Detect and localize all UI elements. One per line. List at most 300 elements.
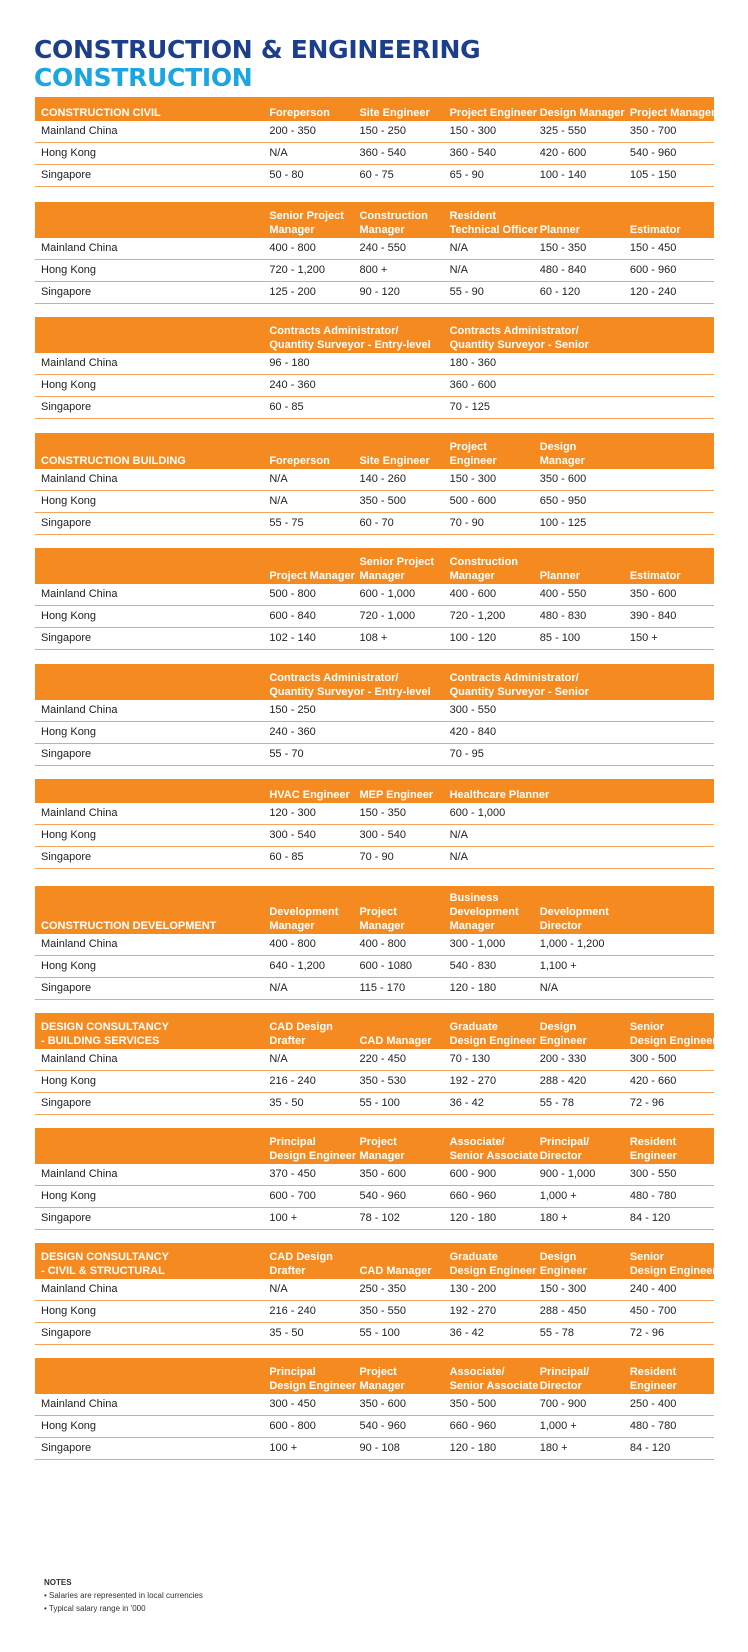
salary-cell: 600 - 800: [263, 1416, 353, 1438]
table-row: [35, 628, 714, 650]
salary-cell: 400 - 600: [444, 584, 534, 606]
salary-cell: 350 - 600: [353, 1164, 443, 1186]
row-label: Mainland China: [35, 700, 263, 722]
column-header: Foreperson: [269, 107, 330, 119]
table-row: [35, 375, 714, 397]
column-header: Senior Project Manager: [359, 556, 435, 582]
salary-cell: 60 - 70: [353, 513, 443, 535]
table-header-row: [35, 779, 714, 803]
row-label: Hong Kong: [35, 956, 263, 978]
column-header: Development Director: [539, 906, 609, 932]
table-section-title: DESIGN CONSULTANCY - BUILDING SERVICES: [41, 1021, 169, 1047]
salary-cell: 150 - 250: [263, 700, 443, 722]
salary-cell: 600 - 840: [263, 606, 353, 628]
salary-cell: [624, 491, 714, 513]
table-row: [35, 803, 714, 825]
row-label: Singapore: [35, 282, 263, 304]
salary-cell: 70 - 90: [353, 847, 443, 869]
table-row: [35, 606, 714, 628]
salary-cell: 102 - 140: [263, 628, 353, 650]
row-label: Hong Kong: [35, 606, 263, 628]
salary-cell: [624, 934, 714, 956]
column-header: Contracts Administrator/ Quantity Surveyor - Entry-level: [269, 672, 431, 698]
row-label: Hong Kong: [35, 1186, 263, 1208]
salary-cell: 480 - 780: [624, 1416, 714, 1438]
column-header: Resident Engineer: [629, 1136, 677, 1162]
salary-cell: 72 - 96: [624, 1093, 714, 1115]
salary-cell: [534, 803, 624, 825]
salary-cell: 600 - 700: [263, 1186, 353, 1208]
salary-cell: 350 - 500: [353, 491, 443, 513]
salary-cell: 650 - 950: [534, 491, 624, 513]
salary-cell: 150 - 450: [624, 238, 714, 260]
salary-cell: 500 - 800: [263, 584, 353, 606]
table-row: [35, 1049, 714, 1071]
table-row: [35, 1438, 714, 1460]
salary-cell: 540 - 960: [353, 1186, 443, 1208]
salary-cell: N/A: [263, 978, 353, 1000]
salary-table: [35, 664, 714, 766]
salary-cell: 150 - 350: [534, 238, 624, 260]
salary-cell: N/A: [263, 1049, 353, 1071]
salary-cell: 36 - 42: [444, 1323, 534, 1345]
row-label: Mainland China: [35, 238, 263, 260]
column-header: Principal Design Engineer: [269, 1366, 357, 1392]
table-row: [35, 825, 714, 847]
salary-cell: 105 - 150: [624, 165, 714, 187]
salary-cell: N/A: [263, 143, 353, 165]
salary-cell: 660 - 960: [444, 1186, 534, 1208]
salary-cell: 150 - 250: [353, 121, 443, 143]
salary-cell: 420 - 600: [534, 143, 624, 165]
page-heading: [34, 36, 480, 92]
column-header: Estimator: [629, 224, 681, 236]
salary-cell: [624, 956, 714, 978]
salary-cell: 70 - 130: [444, 1049, 534, 1071]
row-label: Hong Kong: [35, 722, 263, 744]
column-header: Planner: [539, 224, 581, 236]
table-row: [35, 1301, 714, 1323]
table-row: [35, 1071, 714, 1093]
salary-cell: 325 - 550: [534, 121, 624, 143]
column-header: Principal Design Engineer: [269, 1136, 357, 1162]
salary-cell: 720 - 1,000: [353, 606, 443, 628]
column-header: Construction Manager: [449, 556, 519, 582]
salary-cell: 120 - 240: [624, 282, 714, 304]
row-label: Mainland China: [35, 121, 263, 143]
salary-cell: N/A: [444, 238, 534, 260]
column-header: Project Manager: [269, 570, 355, 582]
salary-cell: 600 - 900: [444, 1164, 534, 1186]
table-row: [35, 847, 714, 869]
salary-cell: N/A: [263, 491, 353, 513]
salary-cell: 36 - 42: [444, 1093, 534, 1115]
salary-cell: [624, 847, 714, 869]
salary-cell: 120 - 180: [444, 978, 534, 1000]
column-header: Foreperson: [269, 455, 330, 467]
salary-cell: N/A: [444, 847, 534, 869]
salary-cell: 50 - 80: [263, 165, 353, 187]
salary-cell: [624, 469, 714, 491]
salary-cell: N/A: [444, 825, 534, 847]
salary-cell: 150 - 300: [534, 1279, 624, 1301]
column-header: CAD Manager: [359, 1035, 432, 1047]
salary-cell: 288 - 420: [534, 1071, 624, 1093]
salary-table: [35, 317, 714, 419]
salary-cell: 480 - 780: [624, 1186, 714, 1208]
salary-cell: 300 - 550: [624, 1164, 714, 1186]
table-row: [35, 1323, 714, 1345]
salary-cell: 70 - 90: [444, 513, 534, 535]
table-row: [35, 121, 714, 143]
salary-cell: 55 - 78: [534, 1323, 624, 1345]
row-label: Singapore: [35, 847, 263, 869]
salary-cell: 100 - 140: [534, 165, 624, 187]
salary-cell: 420 - 840: [444, 722, 714, 744]
salary-cell: N/A: [534, 978, 624, 1000]
salary-cell: N/A: [263, 1279, 353, 1301]
salary-cell: 90 - 108: [353, 1438, 443, 1460]
salary-cell: 500 - 600: [444, 491, 534, 513]
salary-cell: 85 - 100: [534, 628, 624, 650]
table-row: [35, 934, 714, 956]
column-header: Contracts Administrator/ Quantity Surveyor - Senior: [449, 672, 589, 698]
row-label: Hong Kong: [35, 260, 263, 282]
column-header: Development Manager: [269, 906, 339, 932]
table-header-row: [35, 317, 714, 353]
row-label: Mainland China: [35, 584, 263, 606]
column-header: Graduate Design Engineer: [449, 1251, 537, 1277]
column-header: Principal/ Director: [539, 1136, 590, 1162]
salary-cell: 300 - 500: [624, 1049, 714, 1071]
salary-cell: 400 - 800: [353, 934, 443, 956]
table-row: [35, 282, 714, 304]
row-label: Singapore: [35, 513, 263, 535]
salary-cell: 55 - 78: [534, 1093, 624, 1115]
salary-cell: 900 - 1,000: [534, 1164, 624, 1186]
salary-cell: 150 - 350: [353, 803, 443, 825]
salary-cell: 200 - 330: [534, 1049, 624, 1071]
row-label: Hong Kong: [35, 375, 263, 397]
row-label: Mainland China: [35, 934, 263, 956]
salary-cell: 370 - 450: [263, 1164, 353, 1186]
salary-cell: 350 - 600: [534, 469, 624, 491]
salary-cell: 300 - 450: [263, 1394, 353, 1416]
row-label: Hong Kong: [35, 825, 263, 847]
column-header: Project Manager: [359, 1136, 405, 1162]
salary-cell: 150 - 300: [444, 469, 534, 491]
column-header: Business Development Manager: [449, 892, 519, 932]
salary-cell: 100 - 125: [534, 513, 624, 535]
salary-table: [35, 548, 714, 650]
table-section-title: [35, 1128, 263, 1164]
column-header: Senior Design Engineer: [629, 1021, 717, 1047]
table-row: [35, 1186, 714, 1208]
table-section-title: [35, 548, 263, 584]
salary-cell: [534, 825, 624, 847]
salary-cell: 350 - 600: [353, 1394, 443, 1416]
salary-cell: 192 - 270: [444, 1071, 534, 1093]
column-header: Resident Engineer: [629, 1366, 677, 1392]
table-row: [35, 513, 714, 535]
salary-cell: 120 - 180: [444, 1438, 534, 1460]
table-section-title: [35, 1358, 263, 1394]
column-header: Senior Design Engineer: [629, 1251, 717, 1277]
salary-cell: 250 - 400: [624, 1394, 714, 1416]
salary-cell: 115 - 170: [353, 978, 443, 1000]
table-row: [35, 491, 714, 513]
salary-cell: 150 +: [624, 628, 714, 650]
column-header: Senior Project Manager: [269, 210, 344, 236]
notes-title: NOTES: [44, 1578, 72, 1587]
salary-cell: 125 - 200: [263, 282, 353, 304]
row-label: Singapore: [35, 1323, 263, 1345]
salary-cell: 700 - 900: [534, 1394, 624, 1416]
salary-cell: 35 - 50: [263, 1093, 353, 1115]
table-header-row: [35, 1243, 714, 1279]
table-section-title: DESIGN CONSULTANCY - CIVIL & STRUCTURAL: [41, 1251, 169, 1277]
row-label: Mainland China: [35, 469, 263, 491]
row-label: Mainland China: [35, 803, 263, 825]
salary-cell: [624, 978, 714, 1000]
salary-cell: 400 - 550: [534, 584, 624, 606]
salary-cell: 600 - 1080: [353, 956, 443, 978]
salary-cell: 540 - 830: [444, 956, 534, 978]
column-header: Project Manager: [629, 107, 716, 119]
column-header: Contracts Administrator/ Quantity Surveyor - Entry-level: [269, 325, 431, 351]
salary-cell: 1,000 +: [534, 1416, 624, 1438]
salary-cell: 90 - 120: [353, 282, 443, 304]
salary-cell: 640 - 1,200: [263, 956, 353, 978]
row-label: Hong Kong: [35, 1071, 263, 1093]
column-header: [624, 886, 714, 934]
salary-cell: 400 - 800: [263, 934, 353, 956]
table-row: [35, 1093, 714, 1115]
salary-cell: 35 - 50: [263, 1323, 353, 1345]
salary-cell: 480 - 840: [534, 260, 624, 282]
salary-cell: 240 - 400: [624, 1279, 714, 1301]
salary-cell: 240 - 550: [353, 238, 443, 260]
salary-table: [35, 97, 714, 187]
salary-cell: 360 - 540: [353, 143, 443, 165]
salary-table: [35, 779, 714, 869]
table-row: [35, 700, 714, 722]
row-label: Mainland China: [35, 1049, 263, 1071]
salary-cell: 180 - 360: [444, 353, 714, 375]
salary-cell: 350 - 600: [624, 584, 714, 606]
salary-cell: 216 - 240: [263, 1301, 353, 1323]
salary-cell: 100 +: [263, 1208, 353, 1230]
column-header: Healthcare Planner: [449, 789, 550, 801]
column-header: Estimator: [629, 570, 681, 582]
salary-cell: 800 +: [353, 260, 443, 282]
column-header: MEP Engineer: [359, 789, 434, 801]
salary-cell: 60 - 75: [353, 165, 443, 187]
salary-cell: 350 - 500: [444, 1394, 534, 1416]
table-header-row: [35, 1128, 714, 1164]
table-header-row: [35, 664, 714, 700]
salary-table: [35, 1243, 717, 1345]
table-section-title: CONSTRUCTION DEVELOPMENT: [41, 920, 217, 932]
column-header: Associate/ Senior Associate: [449, 1136, 539, 1162]
salary-cell: 60 - 120: [534, 282, 624, 304]
row-label: Singapore: [35, 978, 263, 1000]
note-item: • Typical salary range in '000: [44, 1604, 146, 1613]
salary-cell: 60 - 85: [263, 397, 443, 419]
salary-cell: 250 - 350: [353, 1279, 443, 1301]
column-header: Graduate Design Engineer: [449, 1021, 537, 1047]
salary-cell: N/A: [444, 260, 534, 282]
salary-cell: 300 - 540: [353, 825, 443, 847]
row-label: Singapore: [35, 165, 263, 187]
salary-cell: 192 - 270: [444, 1301, 534, 1323]
salary-cell: 600 - 1,000: [444, 803, 534, 825]
salary-table: [35, 1013, 717, 1115]
table-row: [35, 978, 714, 1000]
row-label: Mainland China: [35, 1164, 263, 1186]
salary-cell: 120 - 300: [263, 803, 353, 825]
salary-cell: 55 - 70: [263, 744, 443, 766]
salary-cell: 240 - 360: [263, 375, 443, 397]
row-label: Mainland China: [35, 1279, 263, 1301]
table-header-row: [35, 433, 714, 469]
salary-cell: 350 - 700: [624, 121, 714, 143]
salary-cell: 288 - 450: [534, 1301, 624, 1323]
row-label: Singapore: [35, 1208, 263, 1230]
column-header: Project Manager: [359, 1366, 405, 1392]
row-label: Singapore: [35, 1438, 263, 1460]
column-header: Principal/ Director: [539, 1366, 590, 1392]
salary-cell: 78 - 102: [353, 1208, 443, 1230]
table-header-row: [35, 97, 714, 121]
salary-cell: 720 - 1,200: [263, 260, 353, 282]
salary-cell: 660 - 960: [444, 1416, 534, 1438]
column-header: [624, 433, 714, 469]
salary-cell: 400 - 800: [263, 238, 353, 260]
salary-cell: 120 - 180: [444, 1208, 534, 1230]
table-header-row: [35, 202, 714, 238]
salary-cell: [534, 847, 624, 869]
note-item: • Salaries are represented in local currencies: [44, 1591, 203, 1600]
column-header: Associate/ Senior Associate: [449, 1366, 539, 1392]
row-label: Singapore: [35, 744, 263, 766]
row-label: Mainland China: [35, 353, 263, 375]
salary-cell: 72 - 96: [624, 1323, 714, 1345]
table-header-row: [35, 1358, 714, 1394]
salary-cell: 540 - 960: [624, 143, 714, 165]
salary-cell: 350 - 550: [353, 1301, 443, 1323]
row-label: Mainland China: [35, 1394, 263, 1416]
column-header: Design Manager: [539, 441, 585, 467]
salary-table: [35, 202, 714, 304]
page-subtitle: CONSTRUCTION: [34, 63, 253, 92]
column-header: Design Engineer: [539, 1021, 587, 1047]
table-row: [35, 1279, 714, 1301]
salary-cell: 350 - 530: [353, 1071, 443, 1093]
row-label: Hong Kong: [35, 1416, 263, 1438]
table-header-row: [35, 548, 714, 584]
salary-cell: 450 - 700: [624, 1301, 714, 1323]
column-header: Construction Manager: [359, 210, 428, 236]
table-section-title: CONSTRUCTION BUILDING: [41, 455, 186, 467]
column-header: Contracts Administrator/ Quantity Surveyor - Senior: [449, 325, 589, 351]
salary-table: [35, 433, 714, 535]
salary-cell: 96 - 180: [263, 353, 443, 375]
column-header: HVAC Engineer: [269, 789, 350, 801]
column-header: Resident Technical Officer: [449, 210, 539, 236]
column-header: CAD Design Drafter: [269, 1251, 333, 1277]
salary-cell: 180 +: [534, 1208, 624, 1230]
column-header: CAD Design Drafter: [269, 1021, 333, 1047]
column-header: Site Engineer: [359, 107, 430, 119]
salary-cell: [624, 513, 714, 535]
salary-cell: 720 - 1,200: [444, 606, 534, 628]
salary-cell: 216 - 240: [263, 1071, 353, 1093]
salary-cell: 150 - 300: [444, 121, 534, 143]
salary-cell: 84 - 120: [624, 1438, 714, 1460]
column-header: [624, 779, 714, 803]
column-header: Design Engineer: [539, 1251, 587, 1277]
table-row: [35, 165, 714, 187]
table-row: [35, 143, 714, 165]
table-row: [35, 353, 714, 375]
column-header: Design Manager: [539, 107, 625, 119]
salary-cell: 1,000 - 1,200: [534, 934, 624, 956]
table-row: [35, 1416, 714, 1438]
salary-cell: 300 - 540: [263, 825, 353, 847]
salary-cell: 55 - 100: [353, 1093, 443, 1115]
salary-cell: 300 - 1,000: [444, 934, 534, 956]
column-header: Project Engineer: [449, 441, 497, 467]
table-header-row: [35, 886, 714, 934]
salary-cell: 55 - 75: [263, 513, 353, 535]
salary-cell: 180 +: [534, 1438, 624, 1460]
table-header-row: [35, 1013, 714, 1049]
salary-cell: 60 - 85: [263, 847, 353, 869]
salary-cell: 70 - 95: [444, 744, 714, 766]
salary-cell: 220 - 450: [353, 1049, 443, 1071]
table-row: [35, 1208, 714, 1230]
salary-cell: 108 +: [353, 628, 443, 650]
table-row: [35, 1394, 714, 1416]
table-section-title: [35, 779, 263, 803]
row-label: Hong Kong: [35, 143, 263, 165]
salary-cell: 100 - 120: [444, 628, 534, 650]
row-label: Hong Kong: [35, 1301, 263, 1323]
salary-cell: 200 - 350: [263, 121, 353, 143]
row-label: Singapore: [35, 1093, 263, 1115]
salary-cell: 65 - 90: [444, 165, 534, 187]
table-row: [35, 238, 714, 260]
column-header: Project Engineer: [449, 107, 537, 119]
salary-cell: [624, 803, 714, 825]
salary-cell: 1,100 +: [534, 956, 624, 978]
table-section-title: [35, 202, 263, 238]
salary-cell: 130 - 200: [444, 1279, 534, 1301]
table-row: [35, 744, 714, 766]
table-row: [35, 722, 714, 744]
salary-cell: 55 - 90: [444, 282, 534, 304]
row-label: Singapore: [35, 628, 263, 650]
table-row: [35, 584, 714, 606]
column-header: CAD Manager: [359, 1265, 432, 1277]
row-label: Singapore: [35, 397, 263, 419]
salary-cell: [624, 825, 714, 847]
salary-cell: 540 - 960: [353, 1416, 443, 1438]
table-section-title: CONSTRUCTION CIVIL: [41, 107, 161, 119]
notes-section: [44, 1576, 203, 1615]
table-row: [35, 397, 714, 419]
